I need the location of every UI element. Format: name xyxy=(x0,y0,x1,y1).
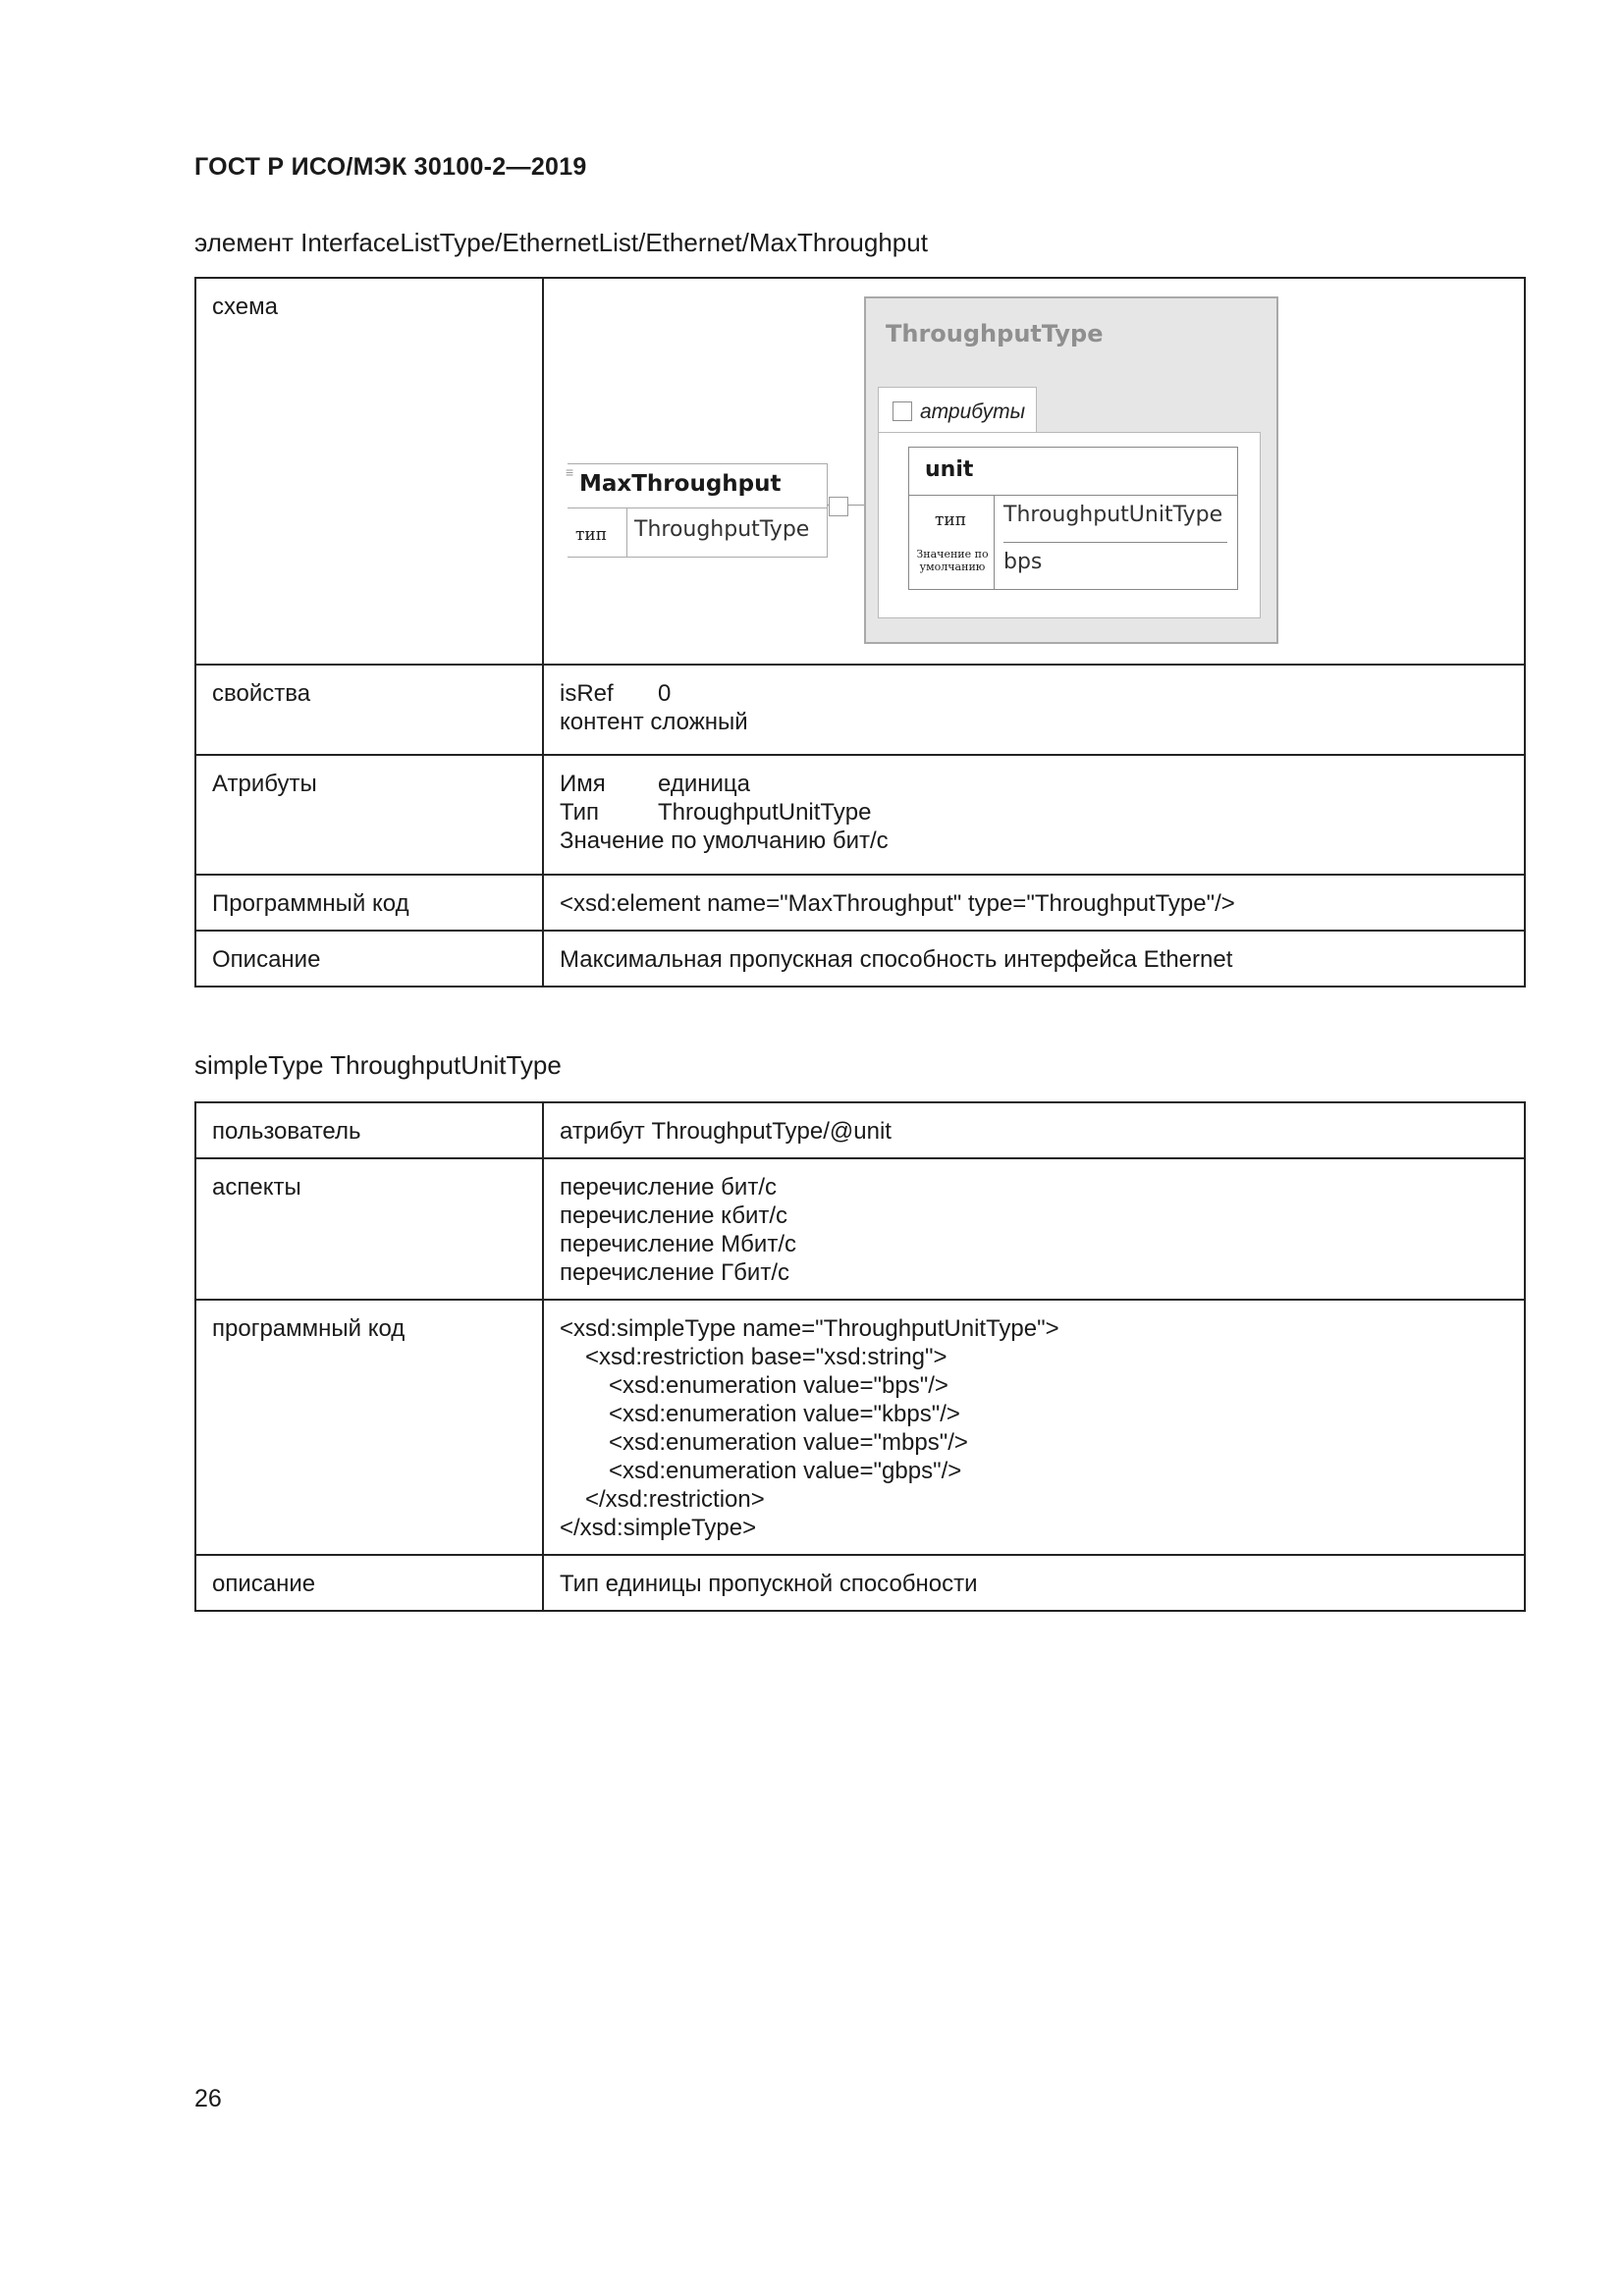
code-line: <xsd:enumeration value="kbps"/> xyxy=(609,1401,960,1427)
list-item: перечисление кбит/с xyxy=(560,1202,788,1229)
property-value: 0 xyxy=(658,680,672,707)
divider xyxy=(909,495,1237,496)
facets-label: аспекты xyxy=(195,1158,543,1300)
collapse-icon xyxy=(893,401,912,421)
table-row xyxy=(195,931,1525,987)
code-line: <xsd:enumeration value="mbps"/> xyxy=(609,1429,968,1456)
description-value: Максимальная пропускная способность интерфейса Ethernet xyxy=(543,931,1525,987)
element-section-heading: элемент InterfaceListType/EthernetList/Ethernet/MaxThroughput xyxy=(194,228,928,257)
element-name: MaxThroughput xyxy=(579,471,782,497)
attributes-cell xyxy=(543,755,1525,875)
properties-label: свойства xyxy=(195,665,543,755)
element-table xyxy=(194,277,1526,988)
max-throughput-element-box xyxy=(568,463,828,558)
code-line: </xsd:simpleType> xyxy=(560,1515,757,1541)
type-box-title: ThroughputType xyxy=(886,320,1104,347)
element-type-label: тип xyxy=(575,525,608,545)
code-line: <xsd:enumeration value="bps"/> xyxy=(609,1372,948,1399)
table-row xyxy=(195,1300,1525,1555)
user-value xyxy=(543,1102,1525,1158)
table-row xyxy=(195,665,1525,755)
code-label: Программный код xyxy=(195,875,543,931)
table-row xyxy=(195,755,1525,875)
user-label: пользователь xyxy=(195,1102,543,1158)
attributes-tab-label: атрибуты xyxy=(920,400,1026,423)
description-value: Тип единицы пропускной способности xyxy=(543,1555,1525,1611)
table-row xyxy=(195,875,1525,931)
attribute-value: единица xyxy=(658,771,750,797)
attribute-key: Значение по умолчанию xyxy=(560,828,827,854)
property-key: isRef xyxy=(560,680,614,707)
facets-cell xyxy=(543,1158,1525,1300)
attribute-type-label: тип xyxy=(935,510,967,530)
list-item: перечисление Гбит/с xyxy=(560,1259,789,1286)
element-icon: ≡ xyxy=(566,464,574,480)
code-cell xyxy=(543,1300,1525,1555)
attribute-key: Имя xyxy=(560,771,606,797)
divider xyxy=(626,507,627,557)
divider xyxy=(568,507,827,508)
attribute-type-value: ThroughputUnitType xyxy=(1003,503,1223,527)
list-item: перечисление бит/с xyxy=(560,1174,777,1201)
list-item: перечисление Мбит/с xyxy=(560,1231,796,1257)
user-prefix: атрибут xyxy=(560,1118,645,1145)
divider xyxy=(994,495,995,589)
page-number: 26 xyxy=(194,2085,222,2112)
attribute-default-value: bps xyxy=(1003,550,1043,574)
user-reference: ThroughputType/@unit xyxy=(651,1118,892,1145)
description-label: Описание xyxy=(195,931,543,987)
element-type-value: ThroughputType xyxy=(634,517,810,542)
properties-cell xyxy=(543,665,1525,755)
diagram-label: схема xyxy=(195,278,543,665)
attribute-key: Тип xyxy=(560,799,600,826)
attribute-default-label: Значение по умолчанию xyxy=(916,548,989,573)
schema-diagram xyxy=(554,291,1496,654)
property-value: сложный xyxy=(650,709,748,735)
code-line: <xsd:restriction base="xsd:string"> xyxy=(585,1344,947,1370)
code-line: <xsd:enumeration value="gbps"/> xyxy=(609,1458,962,1484)
description-label: описание xyxy=(195,1555,543,1611)
code-label: программный код xyxy=(195,1300,543,1555)
throughput-type-box xyxy=(864,296,1278,644)
attribute-value: бит/с xyxy=(832,828,889,854)
code-line: </xsd:restriction> xyxy=(585,1486,765,1513)
attribute-value: ThroughputUnitType xyxy=(658,799,872,826)
table-row xyxy=(195,1555,1525,1611)
diagram-cell xyxy=(543,278,1525,665)
table-row xyxy=(195,1158,1525,1300)
simple-type-table xyxy=(194,1101,1526,1612)
property-key: контент xyxy=(560,709,644,735)
code-value: <xsd:element name="MaxThroughput" type="ThroughputType"/> xyxy=(543,875,1525,931)
standard-title: ГОСТ Р ИСО/МЭК 30100-2—2019 xyxy=(194,153,587,181)
divider xyxy=(1003,542,1227,543)
attributes-panel xyxy=(878,432,1261,618)
attributes-tab xyxy=(878,387,1037,435)
unit-attribute-box xyxy=(908,447,1238,590)
table-row xyxy=(195,1102,1525,1158)
connector-node-icon xyxy=(829,497,848,516)
attributes-label: Атрибуты xyxy=(195,755,543,875)
table-row xyxy=(195,278,1525,665)
code-line: <xsd:simpleType name="ThroughputUnitType"> xyxy=(560,1315,1059,1342)
attribute-name: unit xyxy=(925,457,974,482)
simple-type-section-heading: simpleType ThroughputUnitType xyxy=(194,1050,562,1080)
